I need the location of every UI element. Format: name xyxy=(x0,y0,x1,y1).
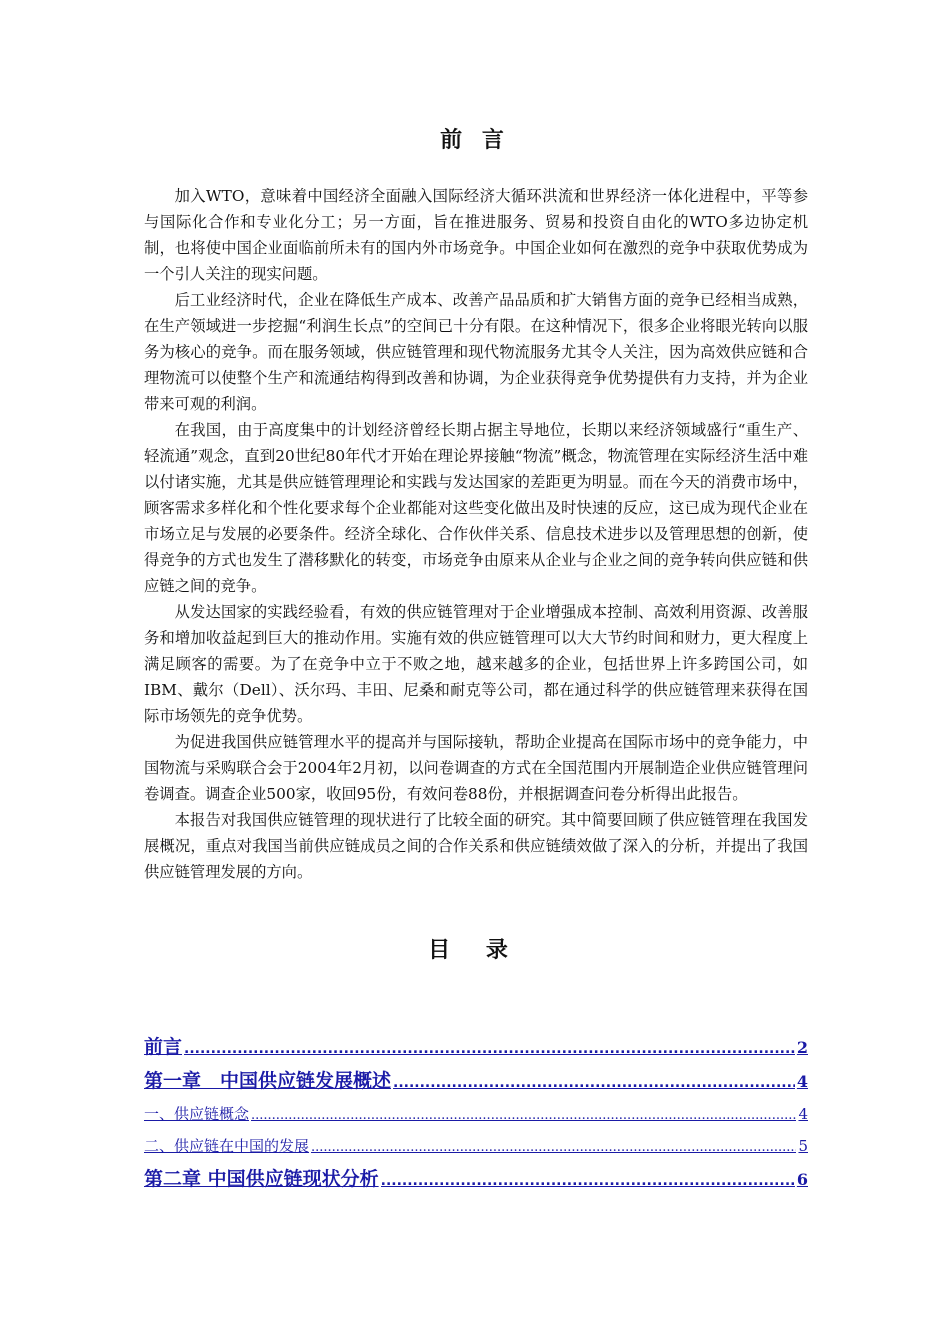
toc-entry-label: 前言 xyxy=(144,1036,183,1058)
toc-entry-label: 一、供应链概念 xyxy=(144,1105,250,1123)
toc-entry-label: 第二章 中国供应链现状分析 xyxy=(144,1168,379,1190)
toc-entry-page: 4 xyxy=(796,1072,808,1091)
toc-leader-dots xyxy=(393,1066,795,1100)
toc-leader-dots xyxy=(311,1132,796,1164)
toc-entry-page: 2 xyxy=(796,1038,808,1057)
preface-paragraph: 为促进我国供应链管理水平的提高并与国际接轨，帮助企业提高在国际市场中的竞争能力，中国物流与采购联合会于2004年2月初，以问卷调查的方式在全国范围内开展制造企业供应链管理问卷调查。调查企业500家，收回95份，有效问卷88份，并根据调查问卷分析得出此报告。 xyxy=(144,733,808,803)
toc-entry-chapter-2[interactable] xyxy=(144,1162,808,1196)
toc-leader-dots xyxy=(184,1032,795,1066)
toc-entry-page: 5 xyxy=(798,1137,808,1155)
toc-entry-label: 第一章 中国供应链发展概述 xyxy=(144,1070,392,1092)
preface-body xyxy=(144,183,808,885)
preface-paragraph: 本报告对我国供应链管理的现状进行了比较全面的研究。其中简要回顾了供应链管理在我国发展概况，重点对我国当前供应链成员之间的合作关系和供应链绩效做了深入的分析，并提出了我国供应链管理发展的方向。 xyxy=(144,811,808,881)
toc-entry-page: 4 xyxy=(798,1105,808,1123)
toc-entry-section-1-1[interactable] xyxy=(144,1098,808,1130)
toc-title: 目 录 xyxy=(428,938,522,963)
toc-leader-dots xyxy=(251,1100,796,1132)
toc-leader-dots xyxy=(381,1164,795,1198)
toc-entry-page: 6 xyxy=(796,1170,808,1189)
preface-paragraph: 在我国，由于高度集中的计划经济曾经长期占据主导地位，长期以来经济领域盛行“重生产、轻流通”观念，直到20世纪80年代才开始在理论界接触“物流”概念，物流管理在实际经济生活中难以付诸实施，尤其是供应链管理理论和实践与发达国家的差距更为明显。而在今天的消费市场中，顾客需求多样化和个性化要求每个企业都能对这些变化做出及时快速的反应，这已成为现代企业在市场立足与发展的必要条件。经济全球化、合作伙伴关系、信息技术进步以及管理思想的创新，使得竞争的方式也发生了潜移默化的转变，市场竞争由原来从企业与企业之间的竞争转向供应链和供应链之间的竞争。 xyxy=(144,421,808,595)
preface-paragraph: 加入WTO，意味着中国经济全面融入国际经济大循环洪流和世界经济一体化进程中，平等参与国际化合作和专业化分工；另一方面，旨在推进服务、贸易和投资自由化的WTO多边协定机制，也将使中国企业面临前所未有的国内外市场竞争。中国企业如何在激烈的竞争中获取优势成为一个引人关注的现实问题。 xyxy=(144,187,808,283)
preface-paragraph: 从发达国家的实践经验看，有效的供应链管理对于企业增强成本控制、高效利用资源、改善服务和增加收益起到巨大的推动作用。实施有效的供应链管理可以大大节约时间和财力，更大程度上满足顾客的需要。为了在竞争中立于不败之地，越来越多的企业，包括世界上许多跨国公司，如IBM、戴尔（Dell）、沃尔玛、丰田、尼桑和耐克等公司，都在通过科学的供应链管理来获得在国际市场领先的竞争优势。 xyxy=(144,603,808,725)
toc-entry-chapter-1[interactable] xyxy=(144,1064,808,1098)
preface-title: 前 言 xyxy=(440,128,510,153)
table-of-contents xyxy=(144,1030,808,1196)
preface-paragraph: 后工业经济时代，企业在降低生产成本、改善产品品质和扩大销售方面的竞争已经相当成熟，在生产领域进一步挖掘“利润生长点”的空间已十分有限。在这种情况下，很多企业将眼光转向以服务为核心的竞争。而在服务领域，供应链管理和现代物流服务尤其令人关注，因为高效供应链和合理物流可以使整个生产和流通结构得到改善和协调，为企业获得竞争优势提供有力支持，并为企业带来可观的利润。 xyxy=(144,291,808,413)
toc-entry-section-1-2[interactable] xyxy=(144,1130,808,1162)
toc-entry-preface[interactable] xyxy=(144,1030,808,1064)
toc-entry-label: 二、供应链在中国的发展 xyxy=(144,1137,310,1155)
